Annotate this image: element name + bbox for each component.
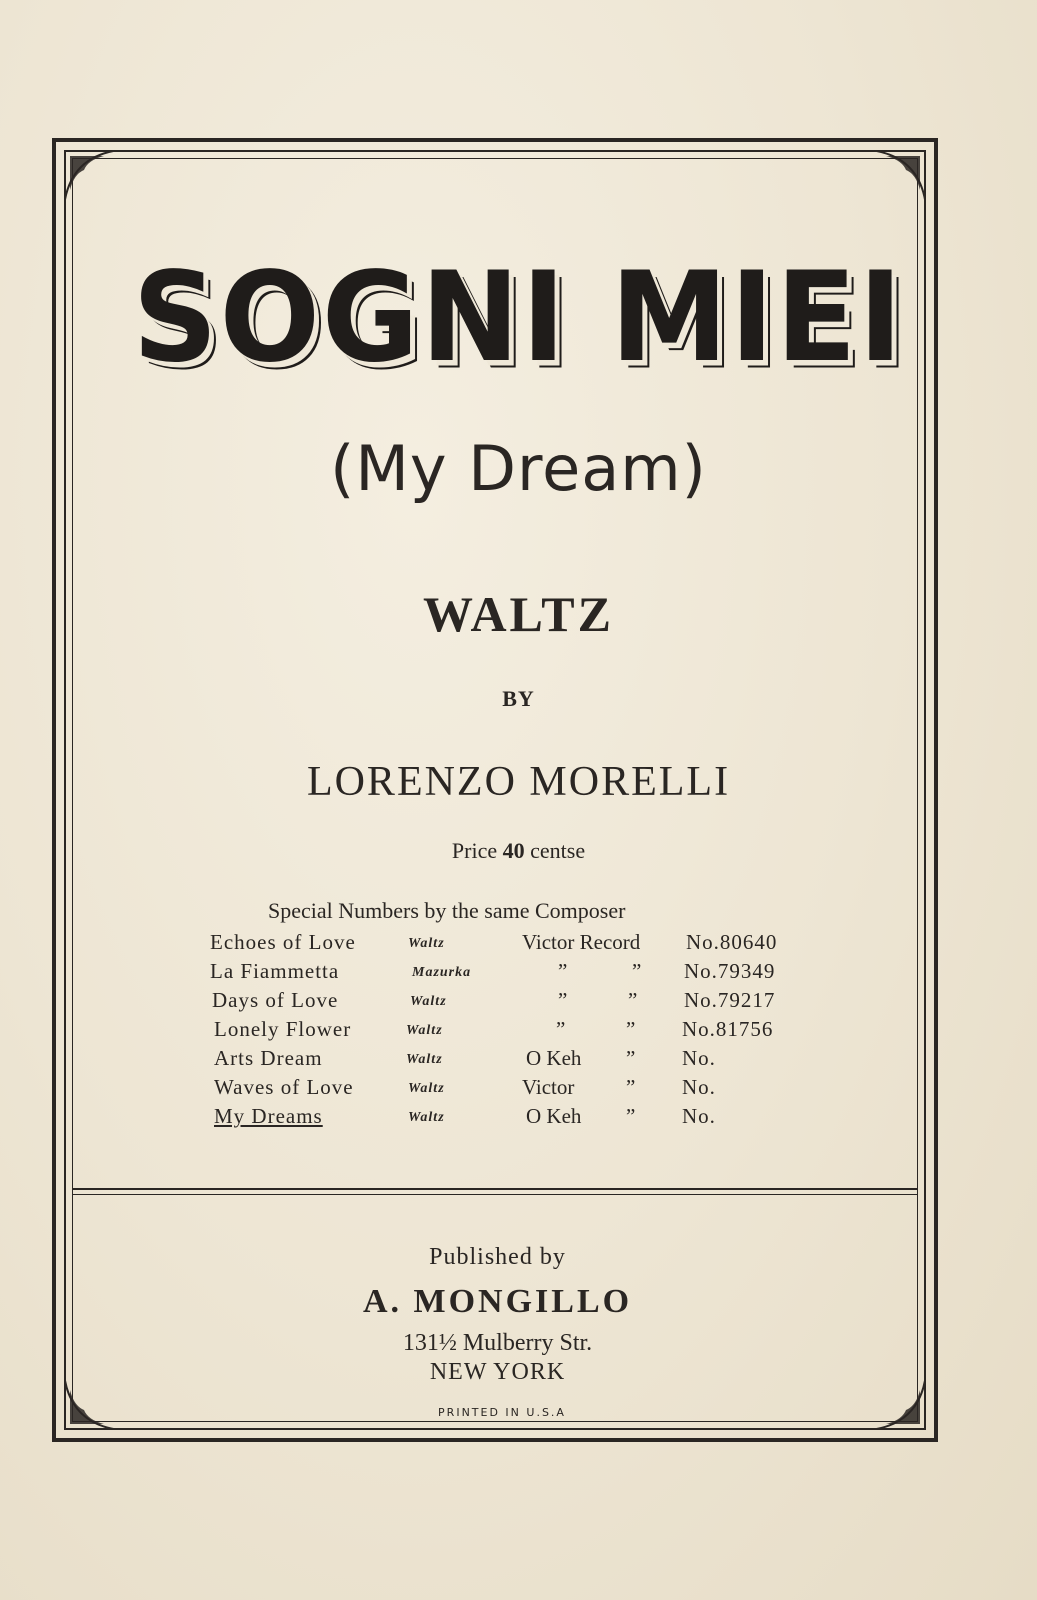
specials-heading: Special Numbers by the same Composer — [268, 898, 626, 923]
song-form: Waltz — [406, 1023, 443, 1038]
record-label: ” — [558, 959, 568, 983]
publisher-city: NEW YORK — [429, 1359, 566, 1385]
record-label: ” — [556, 1017, 566, 1041]
price-amount: 40 — [502, 838, 525, 863]
song-form: Waltz — [408, 1110, 445, 1125]
composer-name: LORENZO MORELLI — [306, 759, 731, 805]
list-item — [0, 930, 1037, 958]
record-label: Victor — [522, 1075, 575, 1099]
record-label: O Keh — [526, 1104, 582, 1128]
corner-ornament-icon — [64, 150, 120, 206]
record-label-ditto: ” — [626, 1075, 636, 1099]
record-label-ditto: ” — [626, 1104, 636, 1128]
song-form: Waltz — [406, 1052, 443, 1067]
record-label-ditto: ” — [626, 1017, 636, 1041]
song-title: Waves of Love — [214, 1075, 354, 1099]
list-item — [0, 988, 1037, 1016]
by-label: BY — [502, 686, 535, 711]
record-number: No. — [682, 1075, 716, 1099]
record-label: ” — [558, 988, 568, 1012]
song-title: My Dreams — [214, 1104, 323, 1128]
record-label-ditto: ” — [628, 988, 638, 1012]
price-line — [0, 838, 1037, 864]
corner-ornament-icon — [870, 150, 926, 206]
price-unit: centse — [530, 838, 586, 863]
record-number: No. — [682, 1104, 716, 1128]
published-by-label: Published by — [429, 1244, 566, 1270]
record-number: No.81756 — [682, 1017, 774, 1041]
song-title: Lonely Flower — [214, 1017, 352, 1041]
record-label: Victor Record — [522, 930, 641, 954]
subtitle: (My Dream) — [330, 432, 707, 505]
song-form: Waltz — [408, 936, 445, 951]
page-title: SOGNI MIEI — [132, 244, 905, 390]
song-form: Waltz — [410, 994, 447, 1009]
record-number: No. — [682, 1046, 716, 1070]
record-label: O Keh — [526, 1046, 582, 1070]
record-number: No.79349 — [684, 959, 776, 983]
list-item — [0, 1104, 1037, 1132]
song-form: Mazurka — [412, 965, 472, 980]
genre-label: WALTZ — [422, 586, 615, 642]
publisher-name: A. MONGILLO — [362, 1283, 633, 1320]
song-title: Echoes of Love — [210, 930, 356, 954]
song-title: La Fiammetta — [210, 959, 340, 983]
record-label-ditto: ” — [626, 1046, 636, 1070]
record-number: No.80640 — [686, 930, 778, 954]
record-number: No.79217 — [684, 988, 776, 1012]
record-label-ditto: ” — [632, 959, 642, 983]
song-title: Arts Dream — [214, 1046, 323, 1070]
section-divider — [72, 1188, 918, 1190]
list-item — [0, 1017, 1037, 1045]
list-item — [0, 1046, 1037, 1074]
price-prefix: Price — [451, 838, 498, 863]
publisher-address: 131½ Mulberry Str. — [402, 1330, 593, 1356]
song-form: Waltz — [408, 1081, 445, 1096]
song-title: Days of Love — [212, 988, 339, 1012]
list-item — [0, 959, 1037, 987]
section-divider-thin — [72, 1194, 918, 1195]
list-item — [0, 1075, 1037, 1103]
printed-in-label: PRINTED IN U.S.A — [438, 1406, 566, 1419]
